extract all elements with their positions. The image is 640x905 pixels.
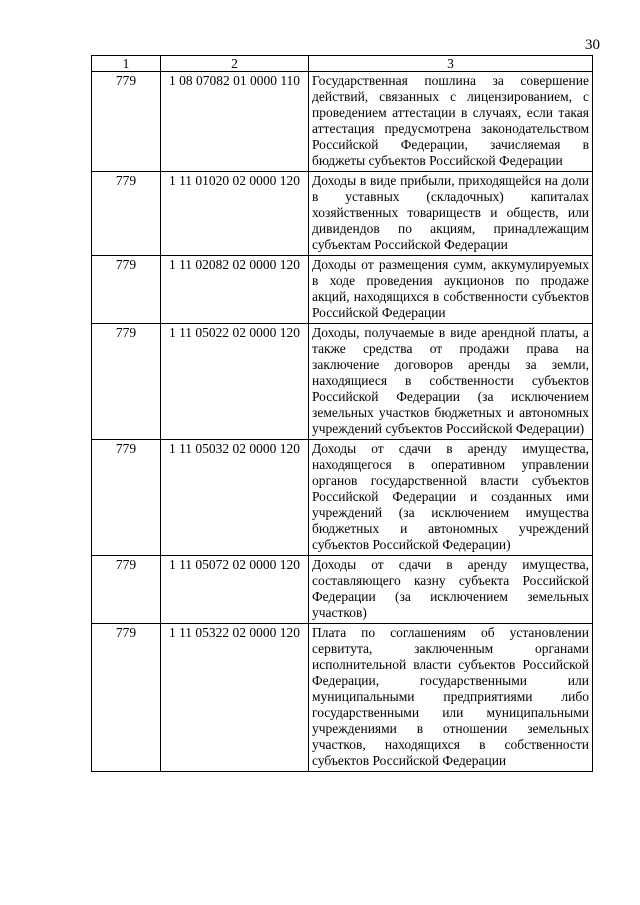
budget-classification-code-cell: 1 08 07082 01 0000 110 (161, 72, 309, 172)
table-row (92, 556, 593, 624)
table-row (92, 624, 593, 772)
revenue-description-cell: Плата по соглашениям об установлении сервитута, заключенным органами исполнительной власти субъектов Российской Федерации, государственными или муниципальными предприятиями либо государственными или муниципальными учреждениями в отношении земельных участков, находящихся в собственности субъектов Российской Федерации (309, 624, 593, 772)
revenue-codes-table (91, 55, 593, 772)
table-row (92, 72, 593, 172)
column-header-3: 3 (309, 56, 593, 72)
administrator-code-cell: 779 (92, 72, 161, 172)
revenue-description-cell: Государственная пошлина за совершение действий, связанных с лицензированием, с проведением аттестации в случаях, если такая аттестация предусмотрена законодательством Российской Федерации, зачисляемая в бюджеты субъектов Российской Федерации (309, 72, 593, 172)
administrator-code-cell: 779 (92, 440, 161, 556)
column-header-2: 2 (161, 56, 309, 72)
table-row (92, 256, 593, 324)
revenue-description-cell: Доходы в виде прибыли, приходящейся на доли в уставных (складочных) капиталах хозяйственных товариществ и обществ, или дивидендов по акциям, принадлежащим субъектам Российской Федерации (309, 172, 593, 256)
header-row (92, 56, 593, 72)
budget-classification-code-cell: 1 11 05072 02 0000 120 (161, 556, 309, 624)
budget-classification-code-cell: 1 11 01020 02 0000 120 (161, 172, 309, 256)
administrator-code-cell: 779 (92, 324, 161, 440)
administrator-code-cell: 779 (92, 556, 161, 624)
table-row (92, 172, 593, 256)
revenue-description-cell: Доходы от сдачи в аренду имущества, составляющего казну субъекта Российской Федерации (за исключением земельных участков) (309, 556, 593, 624)
administrator-code-cell: 779 (92, 624, 161, 772)
budget-classification-code-cell: 1 11 05322 02 0000 120 (161, 624, 309, 772)
revenue-description-cell: Доходы от размещения сумм, аккумулируемых в ходе проведения аукционов по продаже акций, находящихся в собственности субъектов Российской Федерации (309, 256, 593, 324)
table-header (92, 56, 593, 72)
budget-classification-code-cell: 1 11 05032 02 0000 120 (161, 440, 309, 556)
administrator-code-cell: 779 (92, 172, 161, 256)
column-header-1: 1 (92, 56, 161, 72)
table-body (92, 72, 593, 772)
budget-classification-code-cell: 1 11 02082 02 0000 120 (161, 256, 309, 324)
administrator-code-cell: 779 (92, 256, 161, 324)
budget-classification-code-cell: 1 11 05022 02 0000 120 (161, 324, 309, 440)
table-row (92, 440, 593, 556)
revenue-description-cell: Доходы, получаемые в виде арендной платы, а также средства от продажи права на заключение договоров аренды за земли, находящиеся в собственности субъектов Российской Федерации (за исключением земельных участков бюджетных и автономных учреждений субъектов Российской Федерации) (309, 324, 593, 440)
table-row (92, 324, 593, 440)
page-number: 30 (585, 37, 600, 53)
revenue-description-cell: Доходы от сдачи в аренду имущества, находящегося в оперативном управлении органов государственной власти субъектов Российской Федерации и созданных ими учреждений (за исключением имущества бюджетных и автономных учреждений субъектов Российской Федерации) (309, 440, 593, 556)
